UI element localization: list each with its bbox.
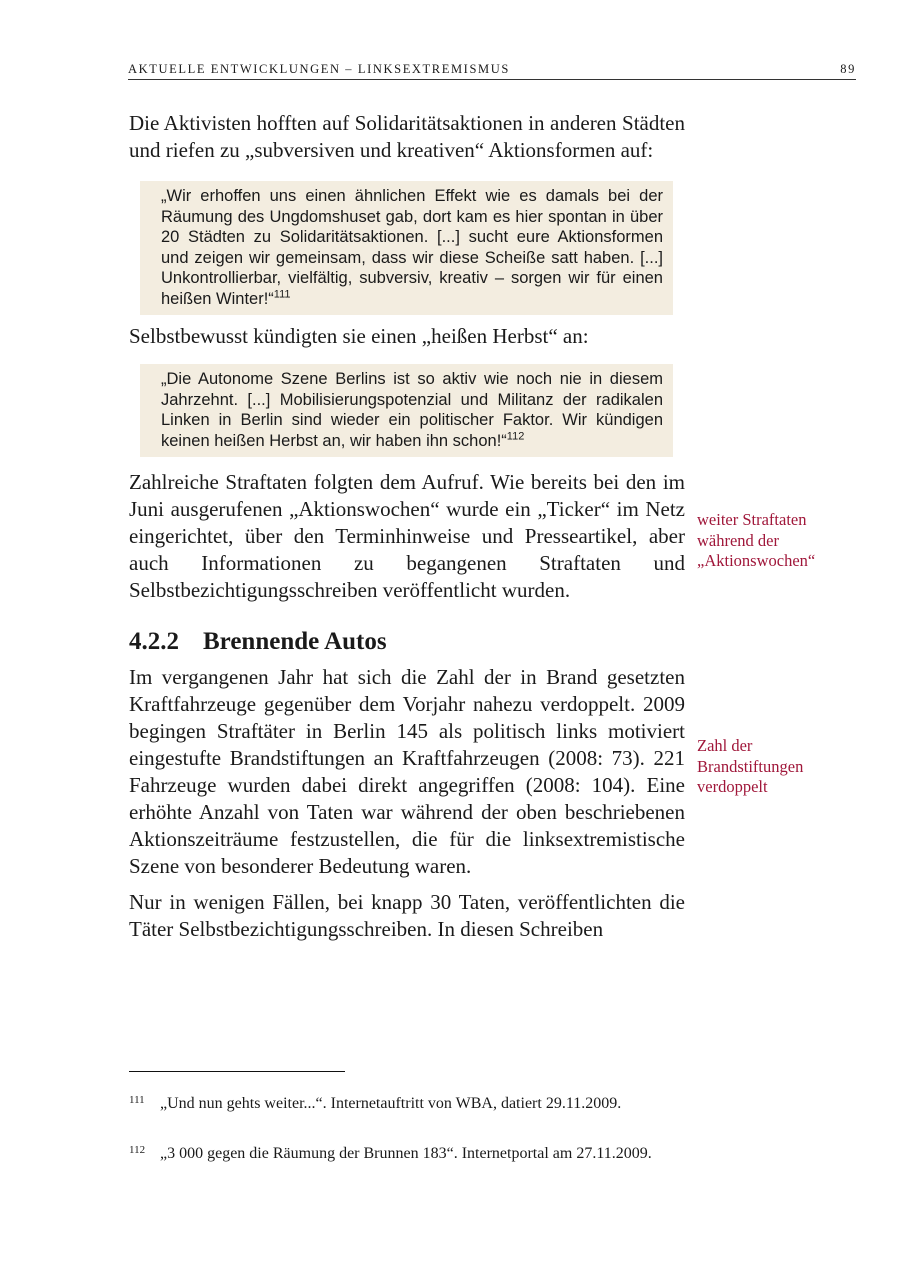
blockquote-2 <box>140 364 673 457</box>
section-title: Brennende Autos <box>203 628 387 655</box>
blockquote-1 <box>140 181 673 315</box>
footnote-ref-112[interactable]: 112 <box>506 430 525 442</box>
paragraph-intro: Die Aktivisten hofften auf Solidaritätsaktionen in anderen Städten und riefen zu „subversiven und kreativen“ Aktionsformen auf: <box>129 111 685 162</box>
paragraph-brennende-autos: Im vergangenen Jahr hat sich die Zahl der in Brand gesetzten Kraftfahrzeuge gegenüber dem Vorjahr nahezu verdoppelt. 2009 begingen Straftäter in Berlin 145 als politisch links motiviert eingestufte Brandstiftungen an Kraftfahrzeugen (2008: 73). 221 Fahrzeuge wurden dabei direkt angegriffen (2008: 104). Eine erhöhte Anzahl von Taten war während der oben beschriebenen Aktionszeiträume festzustellen, die für die linksextremistische Szene von besonderer Bedeutung waren. <box>129 665 685 878</box>
footnote-text: „Und nun gehts weiter...“. Internetauftritt von WBA, datiert 29.11.2009. <box>160 1095 622 1112</box>
running-title: AKTUELLE ENTWICKLUNGEN – LINKSEXTREMISMUS <box>128 62 510 76</box>
margin-note-aktionswochen: weiter Straftaten während der „Aktionswochen“ <box>697 510 816 570</box>
paragraph-selbstbezichtigung: Nur in wenigen Fällen, bei knapp 30 Taten, veröffentlichten die Täter Selbstbezichtigungsschreiben. In diesen Schreiben <box>129 890 685 941</box>
margin-note-brandstiftungen: Zahl der Brandstiftungen verdoppelt <box>697 736 804 796</box>
running-header <box>128 62 856 80</box>
quote-2-text: „Die Autonome Szene Berlins ist so aktiv wie noch nie in diesem Jahrzehnt. [...] Mobilisierungspotenzial und Militanz der radikalen Linken in Berlin sind wieder ein politischer Faktor. Wir kündigen keinen heißen Herbst an, wir haben ihn schon!“ <box>161 370 663 450</box>
main-text <box>129 110 685 943</box>
quote-1-text: „Wir erhoffen uns einen ähnlichen Effekt wie es damals bei der Räumung des Ungdomshuset gab, dort kam es hier spontan in über 20 Städten zu Solidaritätsaktionen. [...] sucht eure Aktionsformen und zeigen wir gemeinsam, dass wir diese Scheiße satt haben. [...] Unkontrollierbar, vielfältig, subversiv, kreativ – sorgen wir für einen heißen Winter!“ <box>161 187 663 308</box>
footnote-111 <box>129 1094 685 1114</box>
page-number: 89 <box>840 62 856 76</box>
footnote-text: „3 000 gegen die Räumung der Brunnen 183“. Internetportal am 27.11.2009. <box>160 1145 652 1162</box>
paragraph-straftaten: Zahlreiche Straftaten folgten dem Aufruf. Wie bereits bei den im Juni ausgerufenen „Aktionswochen“ wurde ein „Ticker“ im Netz eingerichtet, über den Terminhinweise und Presseartikel, aber auch Informationen zu begangenen Straftaten und Selbstbezichtigungsschreiben veröffentlicht wurden. <box>129 470 685 602</box>
footnote-number: 111 <box>129 1094 145 1106</box>
section-heading <box>129 628 685 656</box>
paragraph-selbstbewusst: Selbstbewusst kündigten sie einen „heißen Herbst“ an: <box>129 324 589 348</box>
footnote-ref-111[interactable]: 111 <box>273 288 291 300</box>
section-number: 4.2.2 <box>129 628 179 655</box>
footnote-divider <box>129 1071 345 1072</box>
footnote-112 <box>129 1144 685 1164</box>
footnote-number: 112 <box>129 1144 146 1156</box>
